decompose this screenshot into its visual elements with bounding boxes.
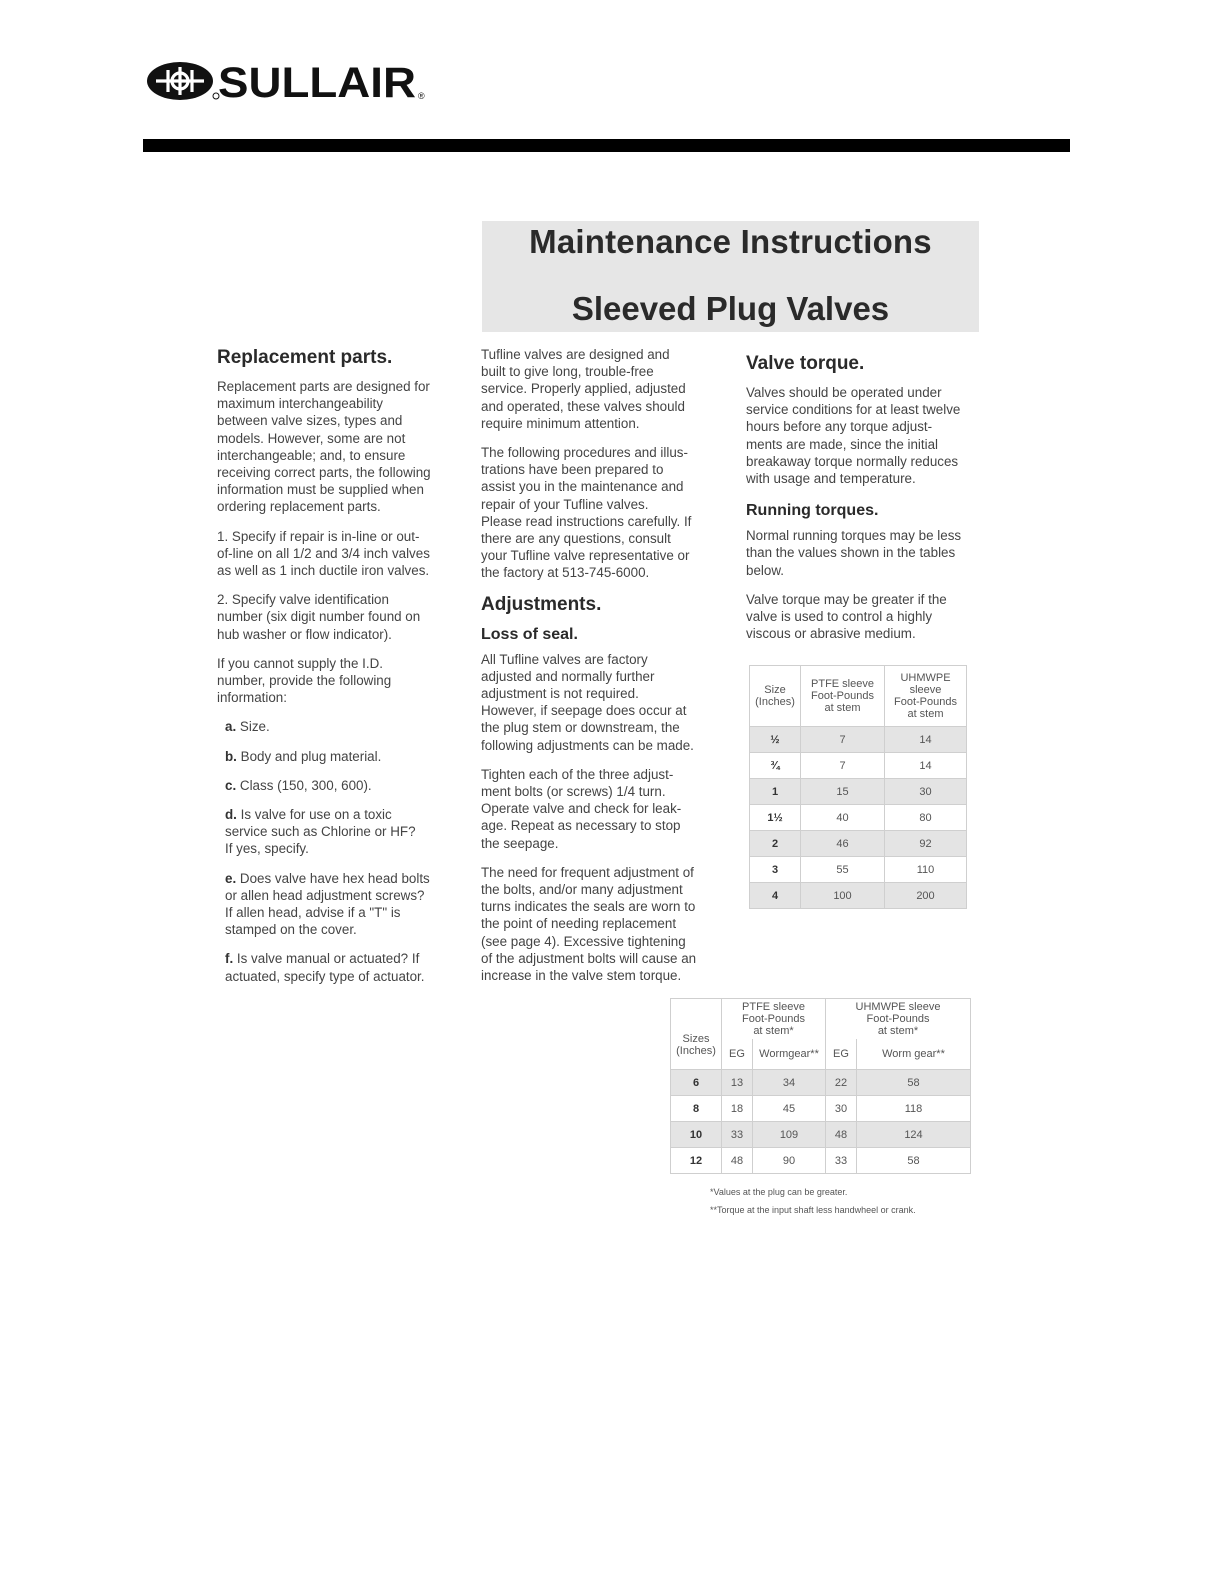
ptfe-cell: 100 <box>801 883 885 909</box>
replacement-parts-intro: Replacement parts are designed for maximum interchangeability between valve sizes, types and models. However, some are not interchangeable; and, to ensure receiving correct parts, the following information must be supplied when ordering replacement parts. <box>217 379 431 515</box>
document-title: Maintenance Instructions <box>529 223 932 260</box>
replacement-fallback: If you cannot supply the I.D. number, provide the following information: <box>217 655 392 706</box>
size-cell: 1½ <box>750 805 801 831</box>
ptfe-group-header: PTFE sleeve Foot-Pounds at stem* <box>722 999 826 1040</box>
table-row <box>671 1122 971 1148</box>
viscous-medium-paragraph: Valve torque may be greater if the valve is used to control a highly viscous or abrasive medium. <box>746 591 947 642</box>
ptfe-wormgear-cell: 45 <box>753 1096 826 1122</box>
valve-torque-heading: Valve torque. <box>746 353 865 374</box>
info-item-d: d. Is valve for use on a toxic service such as Chlorine or HF? If yes, specify. <box>225 807 416 857</box>
table-row <box>750 779 967 805</box>
loss-of-seal-heading: Loss of seal. <box>481 625 578 643</box>
brand-name: SULLAIR <box>218 59 416 107</box>
uhmwpe-eg-header: EG <box>826 1039 857 1070</box>
uhmwpe-cell: 110 <box>885 857 967 883</box>
ptfe-cell: 55 <box>801 857 885 883</box>
table-row <box>750 883 967 909</box>
uhmwpe-wormgear-header: Worm gear** <box>857 1039 971 1070</box>
running-torques-heading: Running torques. <box>746 502 879 520</box>
ptfe-cell: 7 <box>801 753 885 779</box>
size-cell: 10 <box>671 1122 722 1148</box>
valve-torque-paragraph: Valves should be operated under service conditions for at least twelve hours before any torque adjust- ments are made, since the initial breakaway torque normally reduces with usage and temperature. <box>746 385 961 487</box>
uhmwpe-wormgear-cell: 118 <box>857 1096 971 1122</box>
adjustments-heading: Adjustments. <box>481 593 602 615</box>
uhmwpe-cell: 14 <box>885 753 967 779</box>
ptfe-wormgear-cell: 109 <box>753 1122 826 1148</box>
ptfe-wormgear-cell: 90 <box>753 1148 826 1174</box>
valve-torque-column <box>746 353 984 654</box>
footnote-input-shaft: **Torque at the input shaft less handwheel or crank. <box>710 1205 916 1215</box>
size-header: Size (Inches) <box>750 666 801 727</box>
uhmwpe-cell: 92 <box>885 831 967 857</box>
table-row <box>750 727 967 753</box>
table-group-header-row <box>671 999 971 1040</box>
header-rule <box>143 139 1070 152</box>
size-cell: ½ <box>750 727 801 753</box>
intro-paragraph: Tufline valves are designed and built to give long, trouble-free service. Properly applied, adjusted and operated, these valves should require minimum attention. <box>481 347 686 431</box>
info-item-c: c. Class (150, 300, 600). <box>225 777 372 793</box>
ptfe-cell: 15 <box>801 779 885 805</box>
uhmwpe-cell: 30 <box>885 779 967 805</box>
uhmwpe-cell: 14 <box>885 727 967 753</box>
size-cell: ¾ <box>750 753 801 779</box>
info-item-a: a. Size. <box>225 719 270 735</box>
ptfe-header: PTFE sleeve Foot-Pounds at stem <box>801 666 885 727</box>
torque-table-large-sizes <box>670 998 971 1174</box>
size-cell: 12 <box>671 1148 722 1174</box>
uhmwpe-wormgear-cell: 58 <box>857 1148 971 1174</box>
table-header-row <box>750 666 967 727</box>
replacement-step-1: 1. Specify if repair is in-line or out- of-line on all 1/2 and 3/4 inch valves as well as 1 inch ductile iron valves. <box>217 528 430 579</box>
info-item-b: b. Body and plug material. <box>225 748 382 764</box>
ptfe-cell: 7 <box>801 727 885 753</box>
torque-table-small-sizes <box>749 665 967 909</box>
ptfe-wormgear-cell: 34 <box>753 1070 826 1096</box>
procedures-paragraph: The following procedures and illus- trations have been prepared to assist you in the maintenance and repair of your Tufline valves. Please read instructions carefully. If there are any questions, consult your Tufline valve representative or the factory at 513-745-6000. <box>481 445 692 581</box>
ptfe-eg-cell: 48 <box>722 1148 753 1174</box>
table-row <box>750 805 967 831</box>
footnote-plug-values: *Values at the plug can be greater. <box>710 1187 848 1197</box>
size-cell: 2 <box>750 831 801 857</box>
sullair-logo-mark <box>146 58 436 108</box>
loss-of-seal-paragraph: All Tufline valves are factory adjusted and normally further adjustment is not required. However, if seepage does occur at the plug stem or downstream, the following adjustments can be made. <box>481 651 694 753</box>
info-item-f: f. Is valve manual or actuated? If actuated, specify type of actuator. <box>225 951 425 984</box>
size-cell: 8 <box>671 1096 722 1122</box>
uhmwpe-wormgear-cell: 58 <box>857 1070 971 1096</box>
size-cell: 1 <box>750 779 801 805</box>
registered-mark: ® <box>418 91 425 101</box>
ptfe-eg-cell: 18 <box>722 1096 753 1122</box>
uhmwpe-header: UHMWPE sleeve Foot-Pounds at stem <box>885 666 967 727</box>
sizes-header: Sizes (Inches) <box>671 999 722 1070</box>
tighten-paragraph: Tighten each of the three adjust- ment bolts (or screws) 1/4 turn. Operate valve and check for leak- age. Repeat as necessary to stop the seepage. <box>481 766 682 851</box>
table-row <box>750 753 967 779</box>
ptfe-cell: 40 <box>801 805 885 831</box>
replacement-parts-heading: Replacement parts. <box>217 347 393 368</box>
replacement-step-2: 2. Specify valve identification number (six digit number found on hub washer or flow indicator). <box>217 592 421 642</box>
size-cell: 3 <box>750 857 801 883</box>
ptfe-eg-header: EG <box>722 1039 753 1070</box>
uhmwpe-eg-cell: 30 <box>826 1096 857 1122</box>
uhmwpe-cell: 80 <box>885 805 967 831</box>
sullair-logo <box>146 58 436 108</box>
uhmwpe-wormgear-cell: 124 <box>857 1122 971 1148</box>
info-item-e: e. Does valve have hex head bolts or allen head adjustment screws? If allen head, advise if a "T" is stamped on the cover. <box>225 870 430 938</box>
ptfe-eg-cell: 33 <box>722 1122 753 1148</box>
title-banner <box>482 221 979 332</box>
uhmwpe-group-header: UHMWPE sleeve Foot-Pounds at stem* <box>826 999 971 1040</box>
size-cell: 4 <box>750 883 801 909</box>
uhmwpe-eg-cell: 33 <box>826 1148 857 1174</box>
table-row <box>671 1096 971 1122</box>
uhmwpe-cell: 200 <box>885 883 967 909</box>
uhmwpe-eg-cell: 48 <box>826 1122 857 1148</box>
running-torques-paragraph: Normal running torques may be less than the values shown in the tables below. <box>746 528 962 578</box>
ptfe-eg-cell: 13 <box>722 1070 753 1096</box>
frequent-adjustment-paragraph: The need for frequent adjustment of the bolts, and/or many adjustment turns indicates the seals are worn to the point of needing replacement (see page 4). Excessive tightening of the adjustment bolts will cause an increase in the valve stem torque. <box>481 864 697 984</box>
ptfe-cell: 46 <box>801 831 885 857</box>
adjustments-column <box>481 346 719 996</box>
ptfe-wormgear-header: Wormgear** <box>753 1039 826 1070</box>
size-cell: 6 <box>671 1070 722 1096</box>
uhmwpe-eg-cell: 22 <box>826 1070 857 1096</box>
table-row <box>671 1070 971 1096</box>
replacement-parts-column <box>217 347 455 997</box>
document-subtitle: Sleeved Plug Valves <box>571 290 890 327</box>
table-row <box>750 857 967 883</box>
table-row <box>750 831 967 857</box>
table-row <box>671 1148 971 1174</box>
